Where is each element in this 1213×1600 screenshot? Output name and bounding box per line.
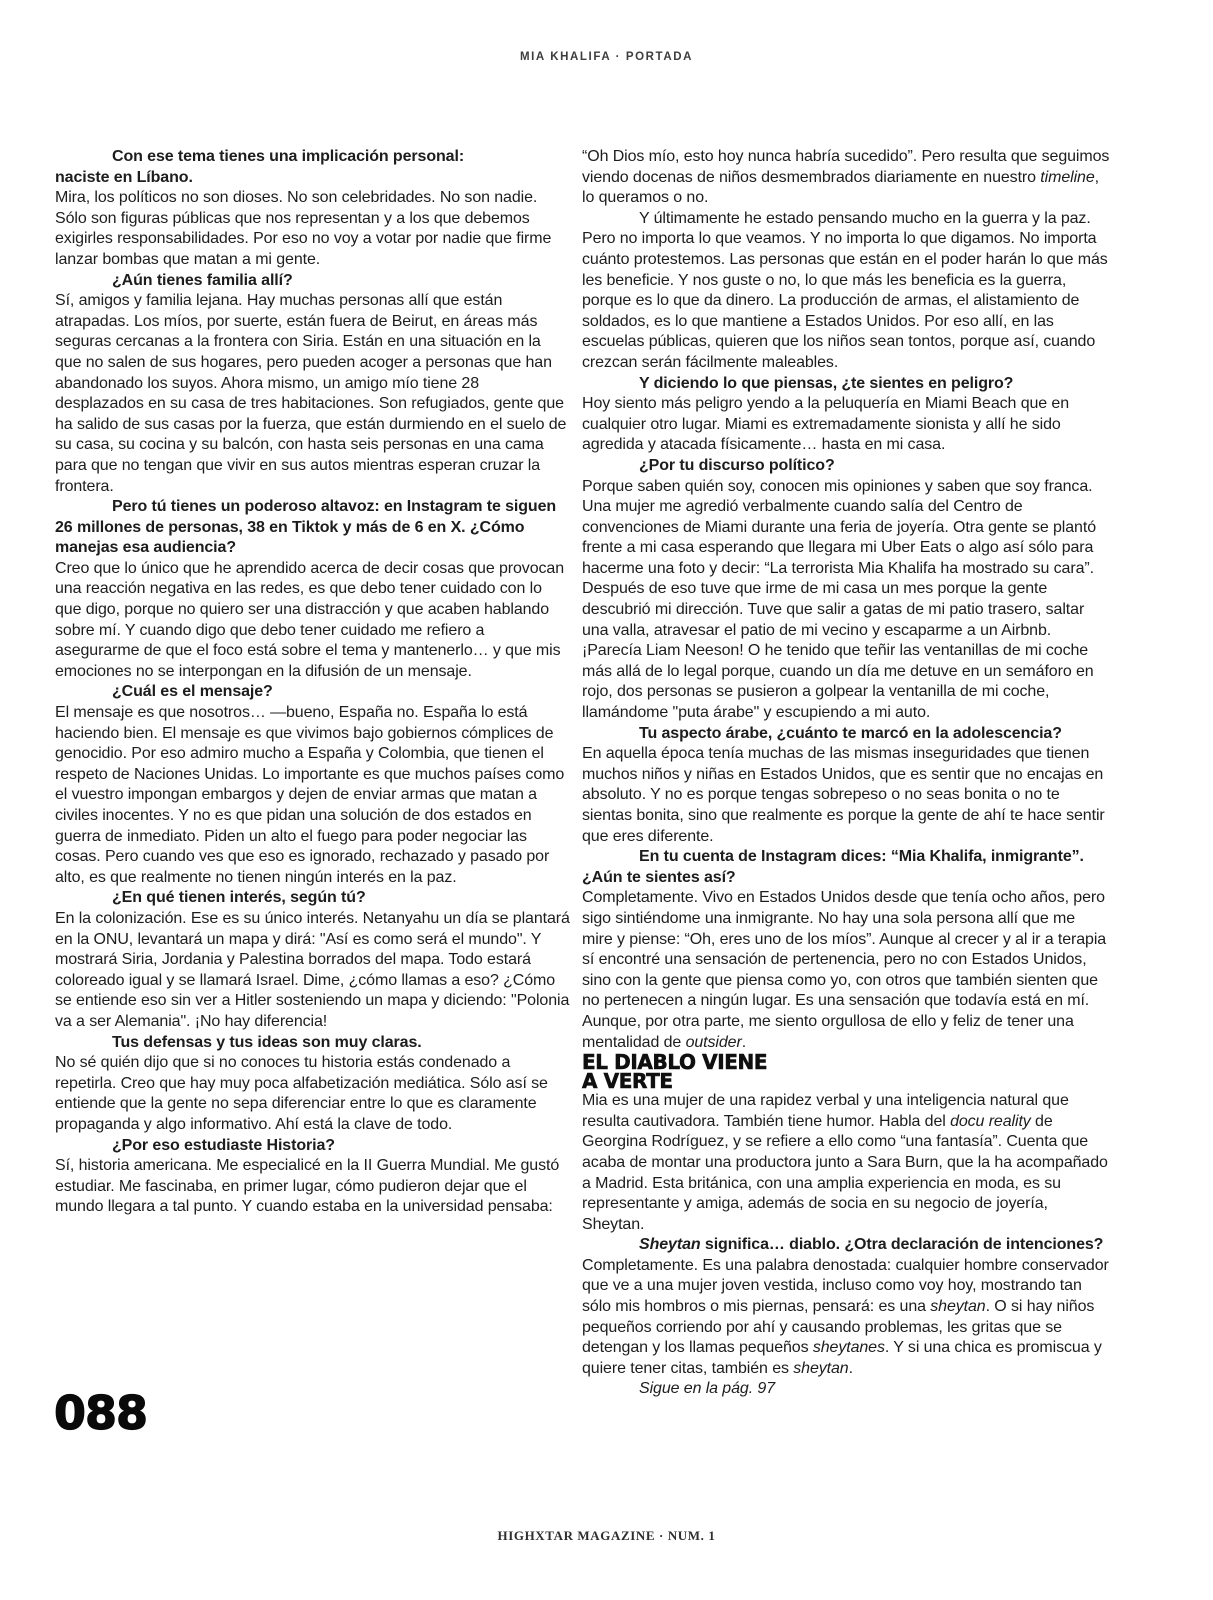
question-paragraph: ¿Cuál es el mensaje? xyxy=(112,683,273,701)
text-run: . xyxy=(741,1033,747,1051)
right-column xyxy=(582,147,1110,1400)
text-run: “Oh Dios mío, esto hoy nunca habría sucedido”. Pero resulta que seguimos viendo docenas de niños desmembrados diariamente en nuestro xyxy=(582,148,1110,186)
text-run: Completamente. Es una palabra denostada: cualquier hombre conservador que ve a una mujer joven vestida, incluso como voy hoy, mostrando tan sólo mis hombros o mis piernas, pensará: es una xyxy=(582,1256,1109,1316)
italic-text-run: docu reality xyxy=(950,1112,1031,1130)
magazine-footer: HIGHXTAR MAGAZINE · NUM. 1 xyxy=(497,1528,716,1543)
italic-text-run: Sheytan xyxy=(639,1236,701,1254)
page-number: 088 xyxy=(54,1386,148,1440)
text-run: . Y si una chica es promiscua y quiere tener citas, también es xyxy=(582,1339,1102,1377)
question-paragraph: ¿Aún tienes familia allí? xyxy=(112,271,293,289)
answer-paragraph: Y últimamente he estado pensando mucho en la guerra y la paz. Pero no importa lo que veamos. Y no importa lo que digamos. No importa cuánto protestemos. Las personas que están en el poder harán lo que más les beneficie. Y nos guste o no, lo que más les beneficia es la guerra, porque es lo que da dinero. La producción de armas, el alistamiento de soldados, es lo que mantiene a Estados Unidos. Por eso allí, en las escuelas públicas, quieren que los niños sean tontos, porque así, cuando crezcan serán fácilmente maleables. xyxy=(582,209,1108,371)
italic-text-run: sheytanes xyxy=(812,1339,885,1357)
answer-paragraph: Porque saben quién soy, conocen mis opiniones y saben que soy franca. Una mujer me agredió verbalmente cuando salía del Centro de convenciones de Miami durante una feria de joyería. Otra gente se plantó frente a mi casa esperando que llegara mi Uber Eats o algo así sólo para hacerme una foto y decir: “La terrorista Mia Khalifa ha mostrado su cara”. Después de eso tuve que irme de mi casa un mes porque la gente descubrió mi dirección. Tuve que salir a gatas de mi patio trasero, saltar una valla, atravesar el patio de mi vecino y escaparme a un Airbnb. ¡Parecía Liam Neeson! O he tenido que teñir las ventanillas de mi coche más allá de lo legal porque, cuando un día me detuve en un semáforo en rojo, dos personas se pusieron a golpear la ventanilla de mi coche, llamándome "puta árabe" y escupiendo a mi auto. xyxy=(582,477,1097,722)
text-run: Mia es una mujer de una rapidez verbal y una inteligencia natural que resulta cautivadora. También tiene humor. Habla del xyxy=(582,1092,1069,1130)
answer-paragraph: El mensaje es que nosotros… —bueno, España no. España lo está haciendo bien. El mensaje es que vivimos bajo gobiernos cómplices de genocidio. Por eso admiro mucho a España y Colombia, que tienen el respeto de Naciones Unidas. Lo importante es que muchos países como el vuestro impongan embargos y dejen de enviar armas que matan a civiles inocentes. Y no es que pidan una solución de dos estados en guerra de inmediato. Piden un alto el fuego para poder negociar las cosas. Pero cuando ves que eso es ignorado, rechazado y pasado por alto, es que realmente no tienen ningún interés en la paz. xyxy=(55,704,565,886)
answer-paragraph xyxy=(582,1256,1110,1380)
question-paragraph: ¿Por tu discurso político? xyxy=(639,456,835,474)
answer-paragraph xyxy=(582,147,1110,209)
left-column xyxy=(55,147,570,1218)
intro-paragraph xyxy=(582,1091,1110,1235)
answer-paragraph: En la colonización. Ese es su único interés. Netanyahu un día se plantará en la ONU, levantará un mapa y dirá: "Así es como será el mundo". Y mostrará Siria, Jordania y Palestina borrados del mapa. Todo estará coloreado igual y se llamará Israel. Dime, ¿cómo llamas a eso? ¿Cómo se entiende eso sin ver a Hitler sosteniendo un mapa y diciendo: "Polonia va a ser Alemania". ¡No hay diferencia! xyxy=(55,909,570,1030)
continuation-note: Sigue en la pág. 97 xyxy=(639,1380,775,1398)
text-run: Completamente. Vivo en Estados Unidos desde que tenía ocho años, pero sigo sintiéndome una inmigrante. No hay una sola persona allí que me mire y piense: “Oh, eres uno de los míos”. Aunque al crecer y al ir a terapia sí encontré una sensación de pertenencia, pero no con Estados Unidos, sino con la gente que piensa como yo, con otros que también sienten que no pertenecen a ningún lugar. Es una sensación que todavía está en mí. Aunque, por otra parte, me siento orgullosa de ello y feliz de tener una mentalidad de xyxy=(582,889,1107,1051)
answer-paragraph: Hoy siento más peligro yendo a la peluquería en Miami Beach que en cualquier otro lugar. Miami es extremadamente sionista y allí he sido agredida y atacada físicamente… hasta en mi casa. xyxy=(582,395,1070,454)
answer-paragraph xyxy=(582,888,1110,1053)
text-run: . O si hay niños pequeños corriendo por ahí y causando problemas, les gritas que se detengan y los llamas pequeños xyxy=(582,1298,1095,1357)
text-run: de Georgina Rodríguez, y se refiere a ello como “una fantasía”. Cuenta que acaba de montar una productora junto a Sara Burn, que la ha acompañado a Madrid. Esta británica, con una amplia experiencia en moda, es su representante y amiga, además de socia en su negocio de joyería, Sheytan. xyxy=(582,1112,1108,1233)
text-run: . xyxy=(848,1359,853,1377)
italic-text-run: timeline xyxy=(1040,168,1095,186)
question-paragraph xyxy=(582,1235,1110,1256)
text-run: , lo queramos o no. xyxy=(582,168,1099,207)
answer-paragraph: Mira, los políticos no son dioses. No son celebridades. No son nadie. Sólo son figuras públicas que nos representan y a los que debemos exigirles responsabilidades. Por eso no voy a votar por nadie que firme lanzar bombas que matan a mi gente. xyxy=(55,189,552,268)
question-paragraph: ¿Por eso estudiaste Historia? xyxy=(112,1136,335,1154)
italic-text-run: sheytan xyxy=(793,1359,849,1377)
answer-paragraph: Creo que lo único que he aprendido acerca de decir cosas que provocan una reacción negativa en las redes, es que debo tener cuidado con lo que digo, porque no quiero ser una distracción y que acaben hablando sobre mí. Y cuando digo que debo tener cuidado me refiero a asegurarme de que el foco está sobre el tema y mantenerlo… y que mis emociones no se interpongan en la difusión de un mensaje. xyxy=(55,559,564,680)
italic-text-run: sheytan xyxy=(930,1298,986,1316)
question-paragraph: Pero tú tienes un poderoso altavoz: en Instagram te siguen 26 millones de personas, 38 en Tiktok y más de 6 en X. ¿Cómo manejas esa audiencia? xyxy=(55,498,557,557)
section-heading xyxy=(582,1050,1110,1094)
answer-paragraph: Sí, historia americana. Me especialicé en la II Guerra Mundial. Me gustó estudiar. Me fascinaba, en primer lugar, cómo pudieron dejar que el mundo llegara a tal punto. Y cuando estaba en la universidad pensaba: xyxy=(55,1157,560,1216)
answer-paragraph: Sí, amigos y familia lejana. Hay muchas personas allí que están atrapadas. Los míos, por suerte, están fuera de Beirut, en áreas más seguras cercanas a la frontera con Siria. Están en una situación en la que no salen de sus hogares, pero pueden acoger a personas que han abandonado los suyos. Ahora mismo, un amigo mío tiene 28 desplazados en su casa de tres habitaciones. Son refugiados, gente que ha salido de sus casas por la fuerza, que están durmiendo en el suelo de su casa, su cocina y su balcón, con hasta seis personas en una cama para que no tengan que vivir en sus autos mientras esperan cruzar la frontera. xyxy=(55,292,567,495)
page-header: MIA KHALIFA · PORTADA xyxy=(519,51,694,63)
text-run: EL DIABLO VIENE xyxy=(582,1050,768,1075)
question-paragraph: Tus defensas y tus ideas son muy claras. xyxy=(112,1033,422,1051)
question-paragraph: En tu cuenta de Instagram dices: “Mia Khalifa, inmigrante”. ¿Aún te sientes así? xyxy=(582,848,1084,886)
text-run: naciste en Líbano. xyxy=(55,168,193,186)
question-paragraph: Tu aspecto árabe, ¿cuánto te marcó en la adolescencia? xyxy=(639,724,1062,742)
question-paragraph xyxy=(55,147,570,188)
question-paragraph: Y diciendo lo que piensas, ¿te sientes en peligro? xyxy=(639,374,1014,392)
question-paragraph: ¿En qué tienen interés, según tú? xyxy=(112,889,366,907)
answer-paragraph: No sé quién dijo que si no conoces tu historia estás condenado a repetirla. Creo que hay muy poca alfabetización mediática. Sólo así se entiende que la gente no sepa diferenciar entre lo que es claramente propaganda y algo informativo. Ahí está la clave de todo. xyxy=(55,1054,548,1133)
text-run: A VERTE xyxy=(582,1069,673,1094)
text-run: Con ese tema tienes una implicación personal: xyxy=(112,148,465,165)
text-run: significa… diablo. ¿Otra declaración de intenciones? xyxy=(700,1236,1104,1254)
answer-paragraph: En aquella época tenía muchas de las mismas inseguridades que tienen muchos niños y niñas en Estados Unidos, que es sentir que no encajas en absoluto. Y no es porque tengas sobrepeso o no seas bonita o no te sientas bonita, sino que realmente es porque la gente de ahí te hace sentir que eres diferente. xyxy=(582,745,1105,845)
italic-text-run: outsider xyxy=(685,1033,742,1051)
